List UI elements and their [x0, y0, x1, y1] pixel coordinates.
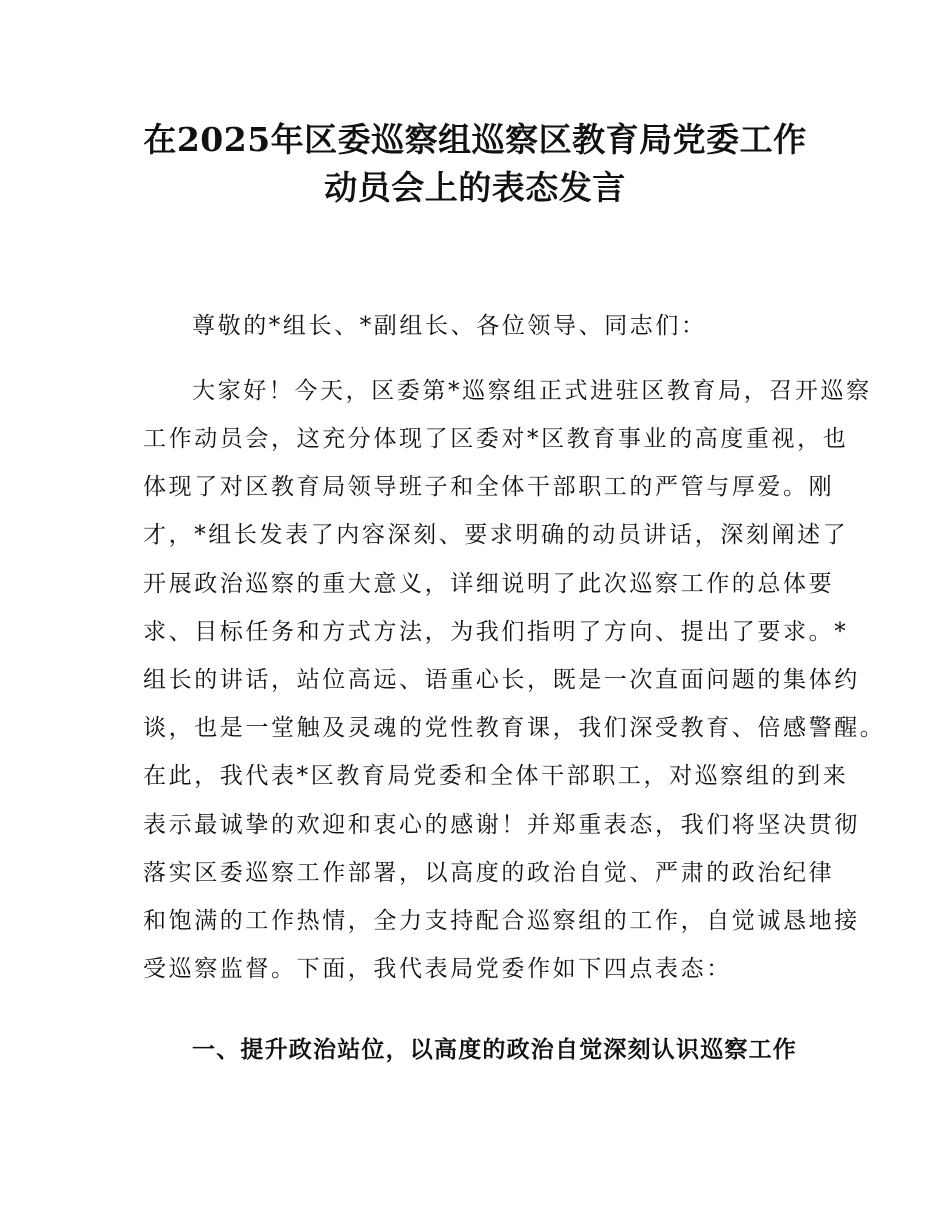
paragraph-line: 组长的讲话，站位高远、语重心长，既是一次直面问题的集体约	[143, 667, 860, 693]
paragraph-line: 谈，也是一堂触及灵魂的党性教育课，我们深受教育、倍感警醒。	[143, 715, 886, 741]
document-title-line-1: 在2025年区委巡察组巡察区教育局党委工作	[143, 120, 807, 159]
salutation: 尊敬的*组长、*副组长、各位领导、同志们：	[192, 313, 707, 339]
paragraph-line: 和饱满的工作热情，全力支持配合巡察组的工作，自觉诚恳地接	[143, 908, 860, 934]
paragraph-line: 求、目标任务和方式方法，为我们指明了方向、提出了要求。*	[143, 619, 849, 645]
paragraph-line: 在此，我代表*区教育局党委和全体干部职工，对巡察组的到来	[143, 763, 849, 789]
paragraph-line: 开展政治巡察的重大意义，详细说明了此次巡察工作的总体要	[143, 571, 835, 597]
paragraph-line: 才，*组长发表了内容深刻、要求明确的动员讲话，深刻阐述了	[143, 522, 849, 548]
paragraph-line: 受巡察监督。下面，我代表局党委作如下四点表态：	[143, 956, 732, 982]
paragraph-line: 表示最诚挚的欢迎和衷心的感谢！并郑重表态，我们将坚决贯彻	[143, 812, 860, 838]
paragraph-line: 大家好！今天，区委第*巡察组正式进驻区教育局，召开巡察	[192, 378, 872, 404]
section-heading-1: 一、提升政治站位，以高度的政治自觉深刻认识巡察工作	[192, 1037, 797, 1063]
paragraph-line: 工作动员会，这充分体现了区委对*区教育事业的高度重视，也	[143, 426, 849, 452]
paragraph-line: 落实区委巡察工作部署，以高度的政治自觉、严肃的政治纪律	[143, 860, 835, 886]
document-title-line-2: 动员会上的表态发言	[324, 168, 626, 207]
paragraph-line: 体现了对区教育局领导班子和全体干部职工的严管与厚爱。刚	[143, 474, 835, 500]
